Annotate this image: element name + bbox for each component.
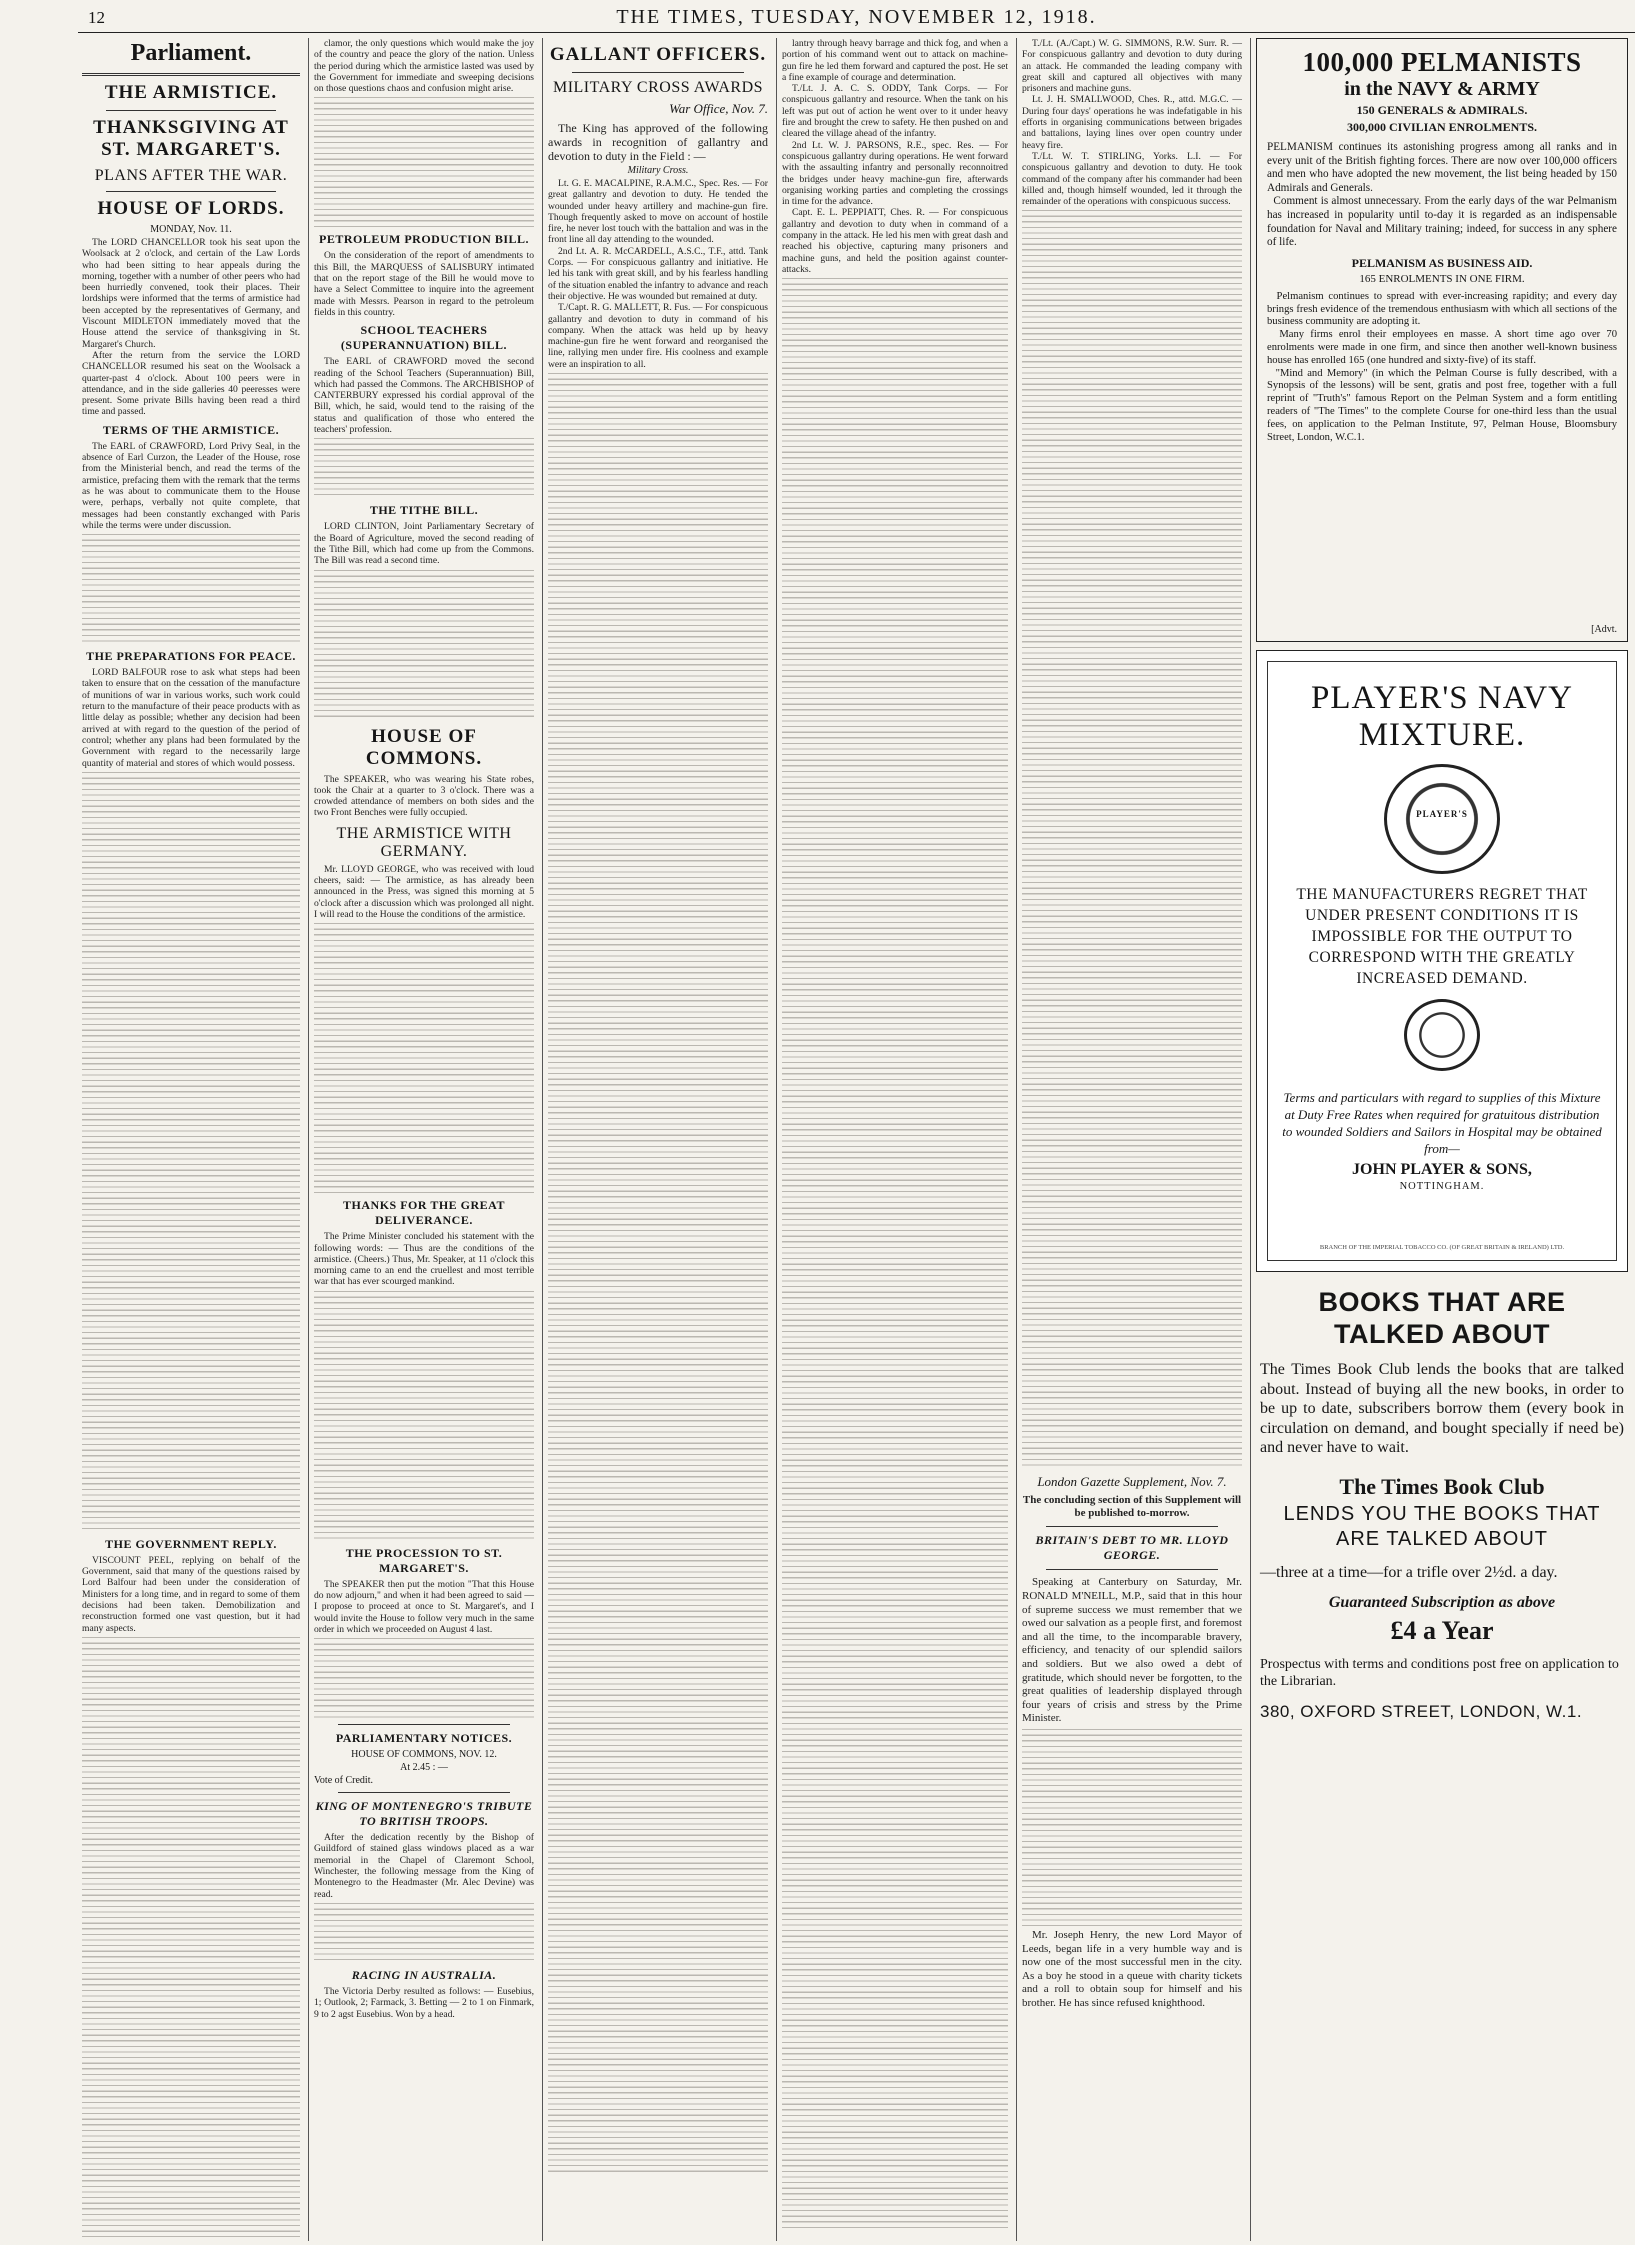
citation: Lt. J. H. SMALLWOOD, Ches. R., attd. M.G.C. — During four days' operations he was indefatigable in his efforts in organising communications between brigades and battalions, laying lines over open country under heavy fire. bbox=[1022, 94, 1245, 151]
divider bbox=[572, 72, 744, 73]
book-club-address: 380, OXFORD STREET, LONDON, W.1. bbox=[1260, 1701, 1583, 1721]
players-title-line2: MIXTURE. bbox=[1358, 717, 1526, 753]
book-club-price: £4 a Year bbox=[1390, 1615, 1494, 1645]
body-text-block bbox=[314, 97, 534, 227]
headline-thanksgiving: THANKSGIVING AT ST. MARGARET'S. bbox=[93, 117, 289, 160]
citation: T./Capt. R. G. MALLETT, R. Fus. — For conspicuous gallantry and devotion to duty in command of his company. When the attack was held up by heavy machine-gun fire he went forward and reorganised the line, rallying men under fire. His coolness and example were an inspiration to all. bbox=[548, 302, 771, 370]
body-text-block bbox=[1022, 210, 1242, 1470]
pelman-subtitle: 150 GENERALS & ADMIRALS. bbox=[1356, 103, 1528, 117]
book-club-title: BOOKS THAT ARE TALKED ABOUT bbox=[1318, 1287, 1566, 1349]
pelman-subheading: PELMANISM AS BUSINESS AID. bbox=[1351, 255, 1533, 270]
subheading: KING OF MONTENEGRO'S TRIBUTE TO BRITISH TROOPS. bbox=[315, 1799, 533, 1829]
subheading: BRITAIN'S DEBT TO MR. LLOYD GEORGE. bbox=[1035, 1533, 1229, 1563]
players-maker: JOHN PLAYER & SONS, bbox=[1352, 1161, 1532, 1178]
article-paragraph: The EARL of CRAWFORD, Lord Privy Seal, in the absence of Earl Curzon, the Leader of the House, rose from the Ministerial bench, and read the terms of the armistice, prefacing them with the remark that the terms as he was about to communicate them to the House were, perhaps, verbally not quite complete, that messages had been constantly exchanged with Paris while the terms were under discussion. bbox=[82, 440, 303, 531]
article-paragraph: The SPEAKER, who was wearing his State robes, took the Chair at a quarter to 3 o'clock. There was a crowded attendance of members on both sides and the two Front Benches were fully occupied. bbox=[314, 773, 537, 819]
body-text-block bbox=[314, 438, 534, 498]
article-paragraph: Mr. LLOYD GEORGE, who was received with loud cheers, said: — The armistice, as has already been announced in the Press, was signed this morning at 5 o'clock after a discussion which was prolonged all night. I will read to the House the conditions of the armistice. bbox=[314, 863, 537, 920]
body-text-block bbox=[82, 772, 300, 1532]
body-text-block bbox=[1022, 1729, 1242, 1929]
divider bbox=[106, 191, 276, 192]
notices-time: At 2.45 : — bbox=[400, 1762, 448, 1774]
dateline: MONDAY, Nov. 11. bbox=[150, 224, 232, 235]
divider bbox=[1046, 1526, 1218, 1527]
headline-military-cross: MILITARY CROSS AWARDS bbox=[552, 79, 764, 96]
article-paragraph: After the return from the service the LORD CHANCELLOR resumed his seat on the Woolsack a quarter-past 4 o'clock. About 100 peers were in attendance, and in the side galleries 40 peeresses were present. Some private Bills having been read a third time and passed. bbox=[82, 349, 303, 418]
newspaper-page bbox=[78, 0, 1635, 2245]
subheading: THE TITHE BILL. bbox=[369, 503, 479, 518]
book-club-rate: —three at a time—for a trifle over 2½d. a day. bbox=[1260, 1563, 1558, 1581]
players-message: THE MANUFACTURERS REGRET THAT UNDER PRESENT CONDITIONS IT IS IMPOSSIBLE FOR THE OUTPUT TO CORRESPOND WITH THE GREATLY INCREASED DEMAND. bbox=[1296, 886, 1588, 987]
citation: Lt. G. E. MACALPINE, R.A.M.C., Spec. Res. — For great gallantry and devotion to duty. He tended the wounded under heavy artillery and machine-gun fire. Though frequently asked to move on account of hostile fire, he never lost touch with the battalion and was in the front line all day attending to the wounded. bbox=[548, 178, 771, 246]
article-paragraph: Mr. Joseph Henry, the new Lord Mayor of Leeds, began life in a very humble way and is now one of the most successful men in the city. As a boy he stood in a queue with charity tickets and a roll to obtain soup for himself and his brother. He has since refused knighthood. bbox=[1022, 1928, 1245, 2009]
book-club-advertisement bbox=[1256, 1280, 1628, 1724]
article-paragraph: The LORD CHANCELLOR took his seat upon the Woolsack at 2 o'clock, and certain of the Law Lords who had been sitting to hear appeals during the morning, together with a number of other peers who had been hurriedly convened, took their places. Their lordships were informed that the terms of armistice had been accepted by the representatives of Germany, and Viscount MIDLETON immediately moved that the House attend the service of thanksgiving in St. Margaret's Church. bbox=[82, 237, 303, 350]
body-text-block bbox=[82, 1637, 300, 2237]
dateline: War Office, Nov. 7. bbox=[669, 101, 768, 116]
page-folio bbox=[78, 6, 1635, 33]
notices-item: Vote of Credit. bbox=[314, 1775, 373, 1787]
subheading: THE PREPARATIONS FOR PEACE. bbox=[86, 649, 296, 664]
subheading: TERMS OF THE ARMISTICE. bbox=[102, 422, 280, 437]
book-club-prospectus: Prospectus with terms and conditions post free on application to the Librarian. bbox=[1260, 1656, 1619, 1689]
body-text-block bbox=[548, 373, 768, 2173]
divider bbox=[338, 1792, 510, 1793]
subheading: THE GOVERNMENT REPLY. bbox=[105, 1536, 277, 1551]
subheading: SCHOOL TEACHERS (SUPERANNUATION) BILL. bbox=[340, 323, 508, 353]
players-seal-icon bbox=[1404, 999, 1480, 1071]
badge-label: PLAYER'S bbox=[1416, 809, 1468, 819]
subheading: PETROLEUM PRODUCTION BILL. bbox=[318, 232, 530, 247]
pelman-subtitle: 300,000 CIVILIAN ENROLMENTS. bbox=[1346, 120, 1538, 134]
section-title: Parliament. bbox=[130, 40, 252, 66]
column-3 bbox=[548, 38, 777, 2241]
article-paragraph: The SPEAKER then put the motion "That this House do now adjourn," and when it had been agreed to said — I propose to proceed at once to St. Margaret's, and I would invite the House to follow very much in the same order in which we proceeded on August 4 last. bbox=[314, 1578, 537, 1635]
subheading: THE PROCESSION TO ST. MARGARET'S. bbox=[345, 1545, 503, 1575]
headline-plans: PLANS AFTER THE WAR. bbox=[94, 167, 288, 184]
body-text-block bbox=[314, 570, 534, 720]
article-paragraph: VISCOUNT PEEL, replying on behalf of the Government, said that many of the questions raised by Lord Balfour had been under the consideration of Ministers for a long time, and in regard to some of them decisions had been taken. Demobilization and reconstruction formed one vast question, but it had many aspects. bbox=[82, 1554, 303, 1634]
citation: T./Lt. (A./Capt.) W. G. SIMMONS, R.W. Surr. R. — For conspicuous gallantry and devotion to duty during an attack. He commanded the leading company with great skill and captured all objectives with many prisoners and machine guns. bbox=[1022, 38, 1245, 95]
citation: 2nd Lt. W. J. PARSONS, R.E., spec. Res. — For conspicuous gallantry during operations. He went forward with the assaulting infantry and personally reconnoitred the bridges under heavy machine-gun fire, afterwards organising working parties and completing the crossings in time for the advance. bbox=[782, 139, 1011, 208]
gazette-note: London Gazette Supplement, Nov. 7. bbox=[1037, 1474, 1227, 1490]
pelman-subtitle: in the NAVY & ARMY bbox=[1344, 78, 1540, 100]
citation: Capt. E. L. PEPPIATT, Ches. R. — For conspicuous gallantry and devotion to duty when in command of a company in the attack. He led his men with great dash and reached his objective, capturing many prisoners and machine guns, and held the position against counter-attacks. bbox=[782, 207, 1011, 275]
book-club-slogan: LENDS YOU THE BOOKS THAT ARE TALKED ABOUT bbox=[1283, 1502, 1601, 1550]
body-text-block bbox=[314, 1291, 534, 1541]
book-club-guarantee: Guaranteed Subscription as above bbox=[1328, 1593, 1556, 1611]
body-text-block bbox=[314, 1638, 534, 1718]
pelman-subheading: 165 ENROLMENTS IN ONE FIRM. bbox=[1359, 272, 1525, 285]
column-1 bbox=[82, 38, 309, 2241]
divider bbox=[338, 1724, 510, 1725]
article-intro: The King has approved of the following awards in recognition of gallantry and devotion to duty in the Field : — bbox=[548, 121, 771, 163]
players-fine-print: BRANCH OF THE IMPERIAL TOBACCO CO. (OF GREAT BRITAIN & IRELAND) LTD. bbox=[1319, 1243, 1565, 1251]
page-number: 12 bbox=[88, 8, 105, 27]
players-badge-icon bbox=[1384, 764, 1500, 874]
subheading: RACING IN AUSTRALIA. bbox=[351, 1967, 497, 1982]
pelman-advertisement bbox=[1256, 38, 1628, 642]
article-paragraph: Speaking at Canterbury on Saturday, Mr. RONALD M'NEILL, M.P., said that in this hour of supreme success we must remember that we owed our salvation as a people first, and foremost and all the time, to the incomparable bravery, efficiency, and tenacity of our splendid sailors and soldiers. But we also owed a debt of gratitude, which should never be forgotten, to the great qualities of leadership displayed through four years of crisis and stress by the Prime Minister. bbox=[1022, 1576, 1245, 1725]
divider bbox=[1046, 1569, 1218, 1570]
article-paragraph: The EARL of CRAWFORD moved the second reading of the School Teachers (Superannuation) Bill, which had passed the Commons. The ARCHBISHOP of CANTERBURY expressed his cordial approval of the Bill, which, he said, would tend to the raising of the status and qualification of those who entered the teachers' profession. bbox=[314, 356, 537, 436]
body-text-block bbox=[82, 534, 300, 644]
columns bbox=[82, 38, 1631, 2241]
book-club-name: The Times Book Club bbox=[1339, 1473, 1545, 1499]
headline-gallant-officers: GALLANT OFFICERS. bbox=[549, 44, 767, 65]
article-paragraph: LORD BALFOUR rose to ask what steps had been taken to ensure that on the cessation of the manufacture of munitions of war in various works, such work could return to the manufacture of their peace products with as little delay as possible; whether any decision had been arrived at with regard to the question of the period of control; whether any plans had been formulated by the Government with regard to the necessarily large quantity of material and stores of which would possess. bbox=[82, 667, 303, 769]
players-advertisement bbox=[1256, 650, 1628, 1272]
citation: lantry through heavy barrage and thick fog, and when a portion of his command went out to attack on machine-gun fire he led them forward and captured the post. He set a fine example of courage and determination. bbox=[782, 38, 1011, 83]
column-5 bbox=[1022, 38, 1251, 2241]
award-name: Military Cross. bbox=[627, 165, 689, 176]
notices-heading: PARLIAMENTARY NOTICES. bbox=[335, 1731, 513, 1746]
body-text-block bbox=[314, 923, 534, 1193]
masthead-title: THE TIMES, TUESDAY, NOVEMBER 12, 1918. bbox=[616, 6, 1097, 28]
players-footer: Terms and particulars with regard to supplies of this Mixture at Duty Free Rates when required for gratuitous distribution to wounded Soldiers and Sailors in Hospital may be obtained from— bbox=[1282, 1090, 1602, 1156]
article-paragraph: After the dedication recently by the Bishop of Guildford of stained glass windows placed as a war memorial in the Chapel of Claremont School, Winchester, the following message from the King of Montenegro to the Headmaster (Mr. Alec Devine) was read. bbox=[314, 1832, 537, 1900]
subheading: THANKS FOR THE GREAT DELIVERANCE. bbox=[343, 1198, 505, 1228]
divider bbox=[82, 73, 300, 76]
article-paragraph: The Victoria Derby resulted as follows: — Eusebius, 1; Outlook, 2; Farmack, 3. Betting — 2 to 1 on Finmark, 9 to 2 agst Eusebius. Won by a head. bbox=[314, 1985, 537, 2020]
body-text-block bbox=[314, 1903, 534, 1963]
pelman-body: Pelmanism continues to spread with ever-increasing rapidity; and every day brings fresh evidence of the tremendous enthusiasm with which all sections of the business community are adopting it. Many firms enrol their employees en masse. A short time ago over 70 enrolments were made in one firm, and since then another well-known business house has enrolled 165 (one hundred and sixty-five) of its staff. "Mind and Memory" (in which the Pelman Course is fully described, with a Synopsis of the lessons) will be sent, gratis and post free, together with a full reprint of "Truth's" famous Report on the Pelman System and a form entitling readers of "The Times" to the complete Course for one-third less than the usual fees, on application to the Pelman Institute, 97, Pelman House, Bloomsbury Street, London, W.C.1. bbox=[1267, 290, 1618, 443]
article-paragraph: LORD CLINTON, Joint Parliamentary Secretary of the Board of Agriculture, moved the second reading of the Tithe Bill, which had come up from the Commons. The Bill was read a second time. bbox=[314, 521, 537, 567]
citation: 2nd Lt. A. R. McCARDELL, A.S.C., T.F., attd. Tank Corps. — For conspicuous gallantry and initiative. He led his tank with great skill, and by his fearless handling of the situation enabled the infantry to advance and reach their objective. He was wounded but remained at duty. bbox=[548, 245, 771, 302]
body-text-block bbox=[782, 278, 1008, 2228]
players-title: PLAYER'S NAVY bbox=[1311, 680, 1573, 716]
citation: T./Lt. J. A. C. S. ODDY, Tank Corps. — For conspicuous gallantry and resource. When the tank on his left was put out of action he went over to it under heavy fire and brought the crew to safety. He then pushed on and cleared the village ahead of the infantry. bbox=[782, 83, 1011, 140]
advert-tag: [Advt. bbox=[1591, 624, 1617, 635]
advertisement-column bbox=[1256, 38, 1628, 2241]
house-of-commons-heading: HOUSE OF COMMONS. bbox=[365, 725, 483, 769]
citation: T./Lt. W. T. STIRLING, Yorks. L.I. — For conspicuous gallantry and devotion to duty. He took command of the company after his commander had been killed and, though himself wounded, led it through the remainder of the operations with conspicuous success. bbox=[1022, 150, 1245, 208]
column-2 bbox=[314, 38, 543, 2241]
article-paragraph: On the consideration of the report of amendments to this Bill, the MARQUESS of SALISBURY intimated that on the report stage of the Bill he would move to have a Select Committee to inquire into the agreement made with Messrs. Pearson in regard to the petroleum fields in this country. bbox=[314, 250, 537, 318]
pelman-body: PELMANISM continues its astonishing progress among all ranks and in every unit of the British fighting forces. There are now over 100,000 officers and men who have adopted the new movement, the list being headed by 150 Admirals and Generals. Comment is almost unnecessary. From the early days of the war Pelmanism has increased in popularity until to-day it is regarded as an indispensable foundation for Naval and Military training; indeed, for success in any sphere of life. bbox=[1267, 141, 1618, 249]
pelman-title: 100,000 PELMANISTS bbox=[1302, 47, 1582, 77]
book-club-body: The Times Book Club lends the books that are talked about. Instead of buying all the new books, in order to be up to date, subscribers borrow them (every book in circulation on demand, and bought specially if need be) and never have to wait. bbox=[1260, 1361, 1628, 1457]
column-4 bbox=[782, 38, 1017, 2241]
players-frame bbox=[1267, 661, 1617, 1261]
house-of-lords-heading: HOUSE OF LORDS. bbox=[97, 198, 285, 219]
notices-sub: HOUSE OF COMMONS, NOV. 12. bbox=[351, 1749, 497, 1761]
article-paragraph: The Prime Minister concluded his statement with the following words: — Thus are the conditions of the armistice. (Cheers.) Thus, Mr. Speaker, at 11 o'clock this morning came to an end the cruellest and most terrible war that has ever scourged mankind. bbox=[314, 1231, 537, 1288]
subheading: THE ARMISTICE WITH GERMANY. bbox=[336, 824, 512, 860]
headline-armistice: THE ARMISTICE. bbox=[104, 82, 278, 103]
gazette-text: The concluding section of this Supplement will be published to-morrow. bbox=[1022, 1494, 1244, 1520]
article-paragraph: clamor, the only questions which would make the joy of the country and peace the glory of the nation. Unless the period during which the armistice lasted was used by the Government for immediate and sweeping decisions on those questions chaos and confusion might arise. bbox=[314, 38, 537, 95]
players-city: NOTTINGHAM. bbox=[1399, 1181, 1485, 1192]
divider bbox=[106, 110, 276, 111]
